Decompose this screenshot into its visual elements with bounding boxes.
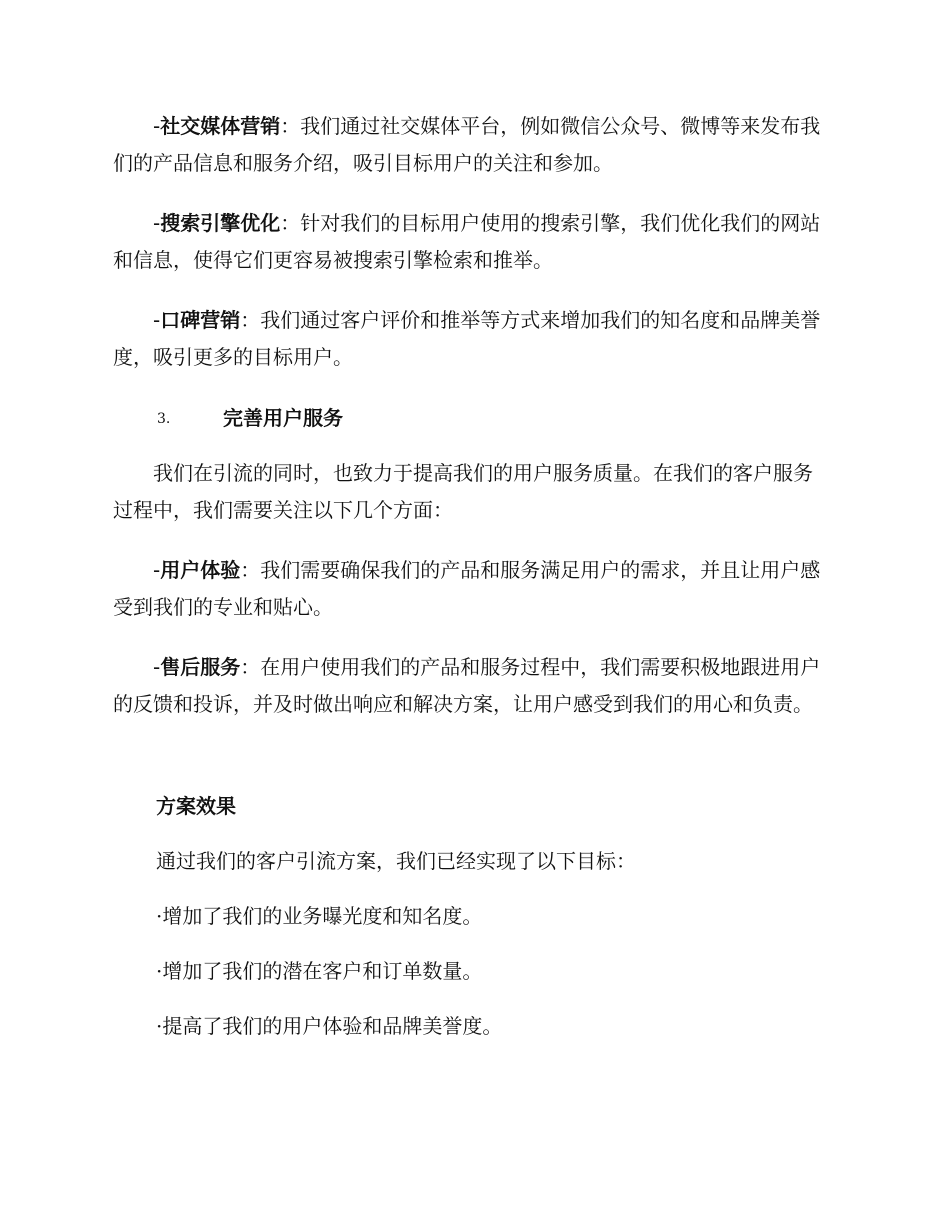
paragraph-social-media-marketing [113,108,828,182]
item-prefix: - [153,211,161,235]
section-number: 3. [157,411,171,427]
section-heading: 完善用户服务 [223,406,343,430]
intro-text: 我们在引流的同时，也致力于提高我们的用户服务质量。在我们的客户服务过程中，我们需要关注以下几个方面： [113,461,813,522]
effect-heading: 方案效果 [156,794,236,818]
item-text: ：我们需要确保我们的产品和服务满足用户的需求，并且让用户感受到我们的专业和贴心。 [113,558,821,619]
item-prefix: - [153,558,161,582]
item-term: 搜索引擎优化 [160,211,281,235]
paragraph-service-intro [113,455,828,529]
bullet-item: ·增加了我们的潜在客户和订单数量。 [156,959,483,983]
item-text: ：在用户使用我们的产品和服务过程中，我们需要积极地跟进用户的反馈和投诉，并及时做出响应和解决方案，让用户感受到我们的用心和负责。 [113,655,821,716]
item-text: ：我们通过客户评价和推举等方式来增加我们的知名度和品牌美誉度，吸引更多的目标用户。 [113,308,821,369]
item-term: 售后服务 [160,655,241,679]
paragraph-word-of-mouth-marketing [113,302,828,376]
item-prefix: - [153,114,161,138]
paragraph-after-sales-service [113,649,828,723]
bullet-item: ·提高了我们的用户体验和品牌美誉度。 [156,1014,503,1038]
effect-intro: 通过我们的客户引流方案，我们已经实现了以下目标： [156,849,636,873]
bullet-item: ·增加了我们的业务曝光度和知名度。 [156,904,483,928]
item-term: 社交媒体营销 [160,114,281,138]
paragraph-search-engine-optimization [113,205,828,279]
item-prefix: - [153,655,161,679]
item-text: ：针对我们的目标用户使用的搜索引擎，我们优化我们的网站和信息，使得它们更容易被搜索引擎检索和推举。 [113,211,821,272]
item-prefix: - [153,308,161,332]
paragraph-user-experience [113,552,828,626]
item-term: 用户体验 [160,558,241,582]
item-term: 口碑营销 [160,308,241,332]
item-text: ：我们通过社交媒体平台，例如微信公众号、微博等来发布我们的产品信息和服务介绍，吸引目标用户的关注和参加。 [113,114,821,175]
